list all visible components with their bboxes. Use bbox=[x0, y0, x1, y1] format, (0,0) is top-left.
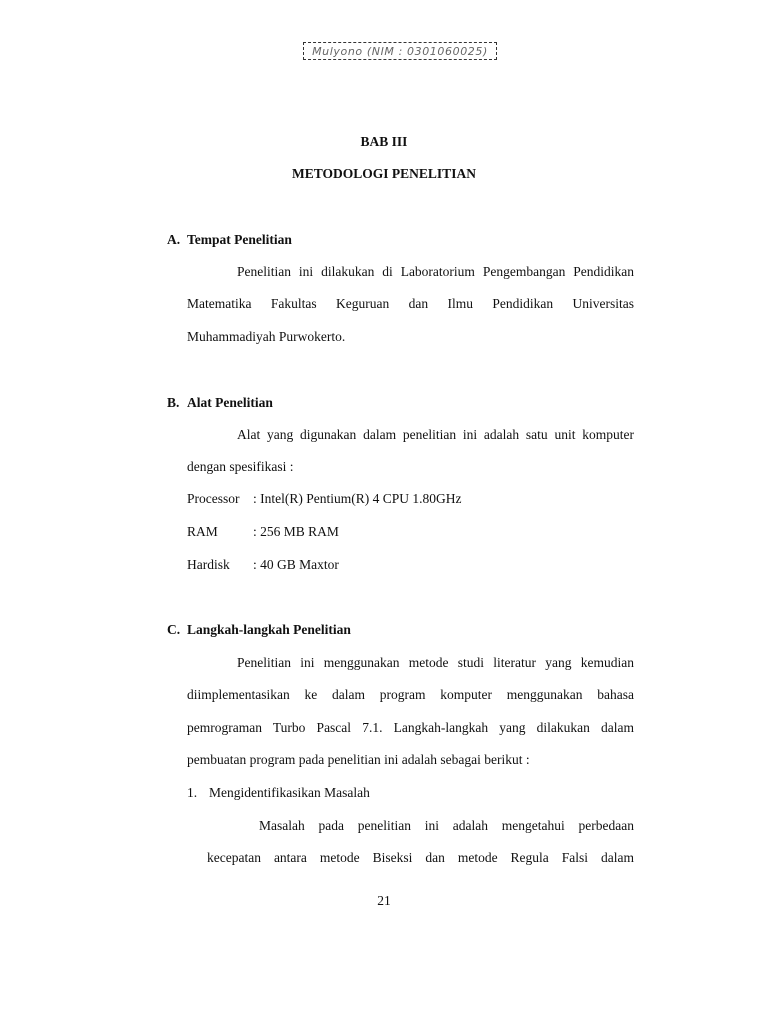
section-b-line: dengan spesifikasi : bbox=[187, 459, 294, 474]
section-c-line: pemrograman Turbo Pascal 7.1. Langkah-langkah yang dilakukan dalam bbox=[187, 720, 634, 735]
page-number: 21 bbox=[377, 893, 391, 908]
section-c-line: Penelitian ini menggunakan metode studi literatur yang kemudian bbox=[237, 655, 634, 670]
spec-row-hardisk bbox=[187, 557, 339, 573]
section-c-heading bbox=[167, 622, 351, 638]
header-stamp: Mulyono (NIM : 0301060025) bbox=[303, 42, 497, 60]
section-a-line: Penelitian ini dilakukan di Laboratorium Pengembangan Pendidikan bbox=[237, 264, 634, 279]
chapter-title: METODOLOGI PENELITIAN bbox=[292, 166, 476, 181]
item-title: Mengidentifikasikan Masalah bbox=[209, 785, 370, 800]
spec-row-ram bbox=[187, 524, 339, 540]
section-a-line: Matematika Fakultas Keguruan dan Ilmu Pendidikan Universitas bbox=[187, 296, 634, 311]
spec-row-processor bbox=[187, 491, 462, 507]
item-1-line: kecepatan antara metode Biseksi dan metode Regula Falsi dalam bbox=[207, 850, 634, 865]
section-a-line: Muhammadiyah Purwokerto. bbox=[187, 329, 346, 344]
section-c-line: diimplementasikan ke dalam program komputer menggunakan bahasa bbox=[187, 687, 634, 702]
item-number: 1. bbox=[187, 785, 198, 800]
spec-key: Processor bbox=[187, 491, 240, 506]
section-a-title: Tempat Penelitian bbox=[187, 232, 292, 247]
section-a-heading bbox=[167, 232, 292, 248]
section-b-heading bbox=[167, 395, 273, 411]
spec-value: : Intel(R) Pentium(R) 4 CPU 1.80GHz bbox=[253, 491, 462, 506]
spec-value: : 40 GB Maxtor bbox=[253, 557, 339, 572]
section-c-title: Langkah-langkah Penelitian bbox=[187, 622, 351, 637]
item-1-line: Masalah pada penelitian ini adalah mengetahui perbedaan bbox=[259, 818, 634, 833]
spec-key: RAM bbox=[187, 524, 218, 539]
section-c-letter: C. bbox=[167, 622, 181, 637]
spec-key: Hardisk bbox=[187, 557, 230, 572]
section-b-letter: B. bbox=[167, 395, 180, 410]
spec-value: : 256 MB RAM bbox=[253, 524, 339, 539]
chapter-label: BAB III bbox=[360, 134, 408, 149]
section-c-line: pembuatan program pada penelitian ini adalah sebagai berikut : bbox=[187, 752, 530, 767]
section-b-title: Alat Penelitian bbox=[187, 395, 273, 410]
section-a-letter: A. bbox=[167, 232, 181, 247]
section-b-line: Alat yang digunakan dalam penelitian ini adalah satu unit komputer bbox=[237, 427, 634, 442]
numbered-item-1 bbox=[187, 785, 370, 801]
